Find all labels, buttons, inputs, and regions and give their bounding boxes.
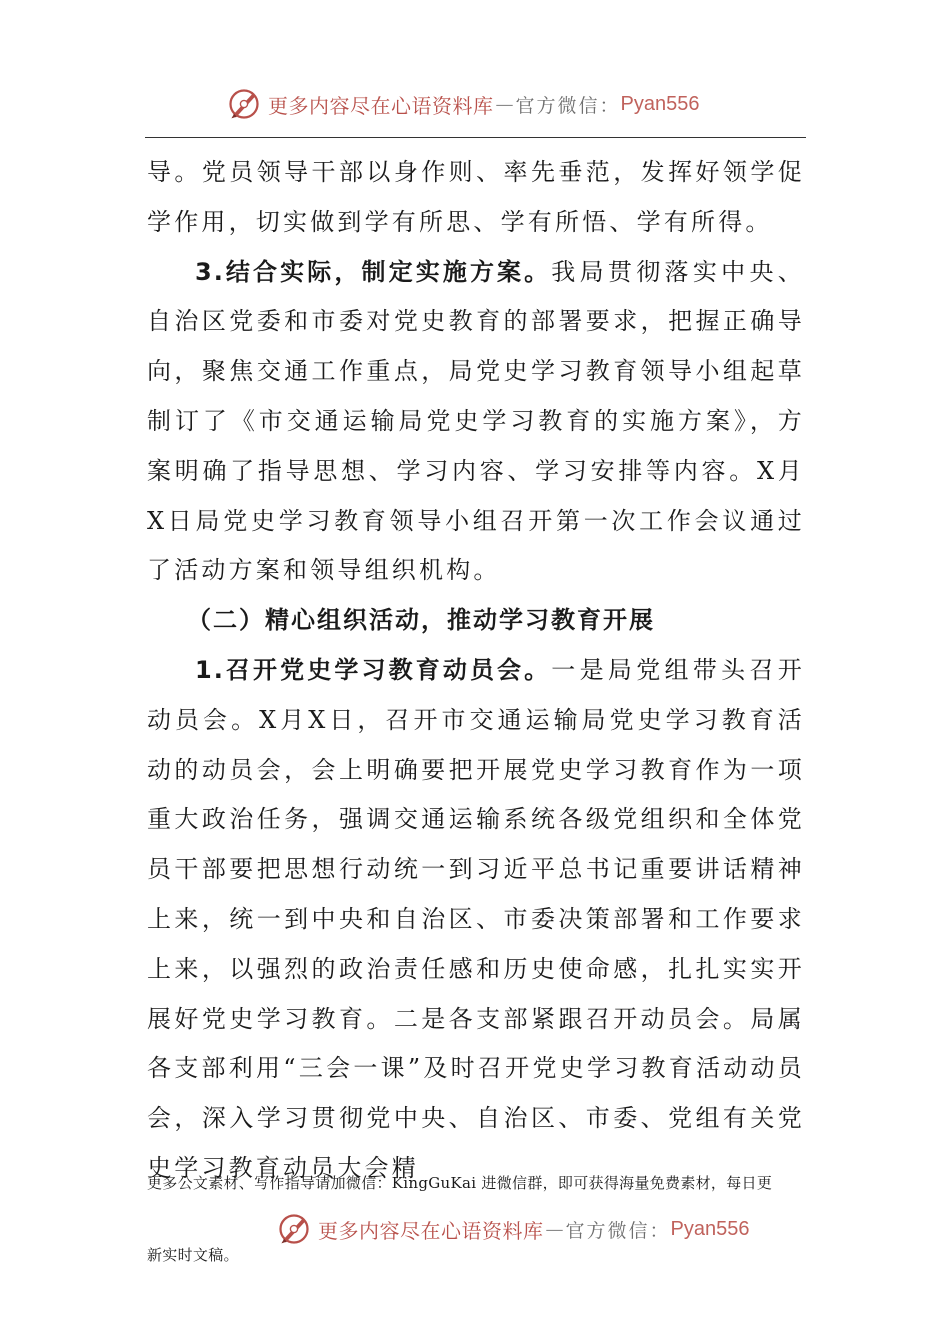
- header-watermark-banner: [226, 82, 699, 126]
- banner-title: 更多内容尽在心语资料库: [318, 1218, 544, 1243]
- paragraph-text: 我局贯彻落实中央、自治区党委和市委对党史教育的部署要求，把握正确导向，聚焦交通工作重点，局党史学习教育领导小组起草制订了《市交通运输局党史学习教育的实施方案》，方案明确了指导思想、学习内容、学习安排等内容。X月X日局党史学习教育领导小组召开第一次工作会议通过了活动方案和领导组织机构。: [147, 257, 805, 585]
- document-body: [147, 148, 805, 1194]
- section-subheading: （二）精心组织活动，推动学习教育开展: [187, 606, 655, 635]
- banner-separator: —: [495, 93, 514, 115]
- paragraph-continued: 导。党员领导干部以身作则、率先垂范，发挥好领学促学作用，切实做到学有所思、学有所悟、学有所得。: [147, 158, 805, 236]
- brush-logo-icon: [276, 1211, 312, 1247]
- paragraph-heading: 1.召开党史学习教育动员会。: [195, 655, 552, 684]
- banner-label: 官方微信：: [515, 94, 621, 117]
- paragraph-mobilization-meeting: [147, 646, 805, 1194]
- footer-note: 更多公文素材、写作指导请加微信：KingGuKai 进微信群，即可获得海量免费素材，每日更: [147, 1174, 773, 1192]
- banner-wechat-id: Pyan556: [620, 92, 700, 115]
- paragraph-heading: 3.结合实际，制定实施方案。: [195, 257, 552, 286]
- footer-watermark-banner: [276, 1207, 749, 1251]
- paragraph-implementation-plan: [147, 248, 805, 597]
- paragraph-text: 一是局党组带头召开动员会。X月X日，召开市交通运输局党史学习教育活动的动员会，会上明确要把开展党史学习教育作为一项重大政治任务，强调交通运输系统各级党组织和全体党员干部要把思想行动统一到习近平总书记重要讲话精神上来，统一到中央和自治区、市委决策部署和工作要求上来，以强烈的政治责任感和历史使命感，扎扎实实开展好党史学习教育。二是各支部紧跟召开动员会。局属各支部利用“三会一课”及时召开党史学习教育活动动员会，深入学习贯彻党中央、自治区、市委、党组有关党史学习教育动员大会精: [147, 655, 805, 1182]
- footer-note-continued: 新实时文稿。: [147, 1246, 239, 1264]
- banner-label: 官方微信：: [565, 1219, 671, 1242]
- banner-title: 更多内容尽在心语资料库: [268, 93, 494, 118]
- banner-wechat-id: Pyan556: [670, 1217, 750, 1240]
- header-divider: [145, 137, 806, 138]
- brush-logo-icon: [226, 86, 262, 122]
- banner-separator: —: [545, 1218, 564, 1240]
